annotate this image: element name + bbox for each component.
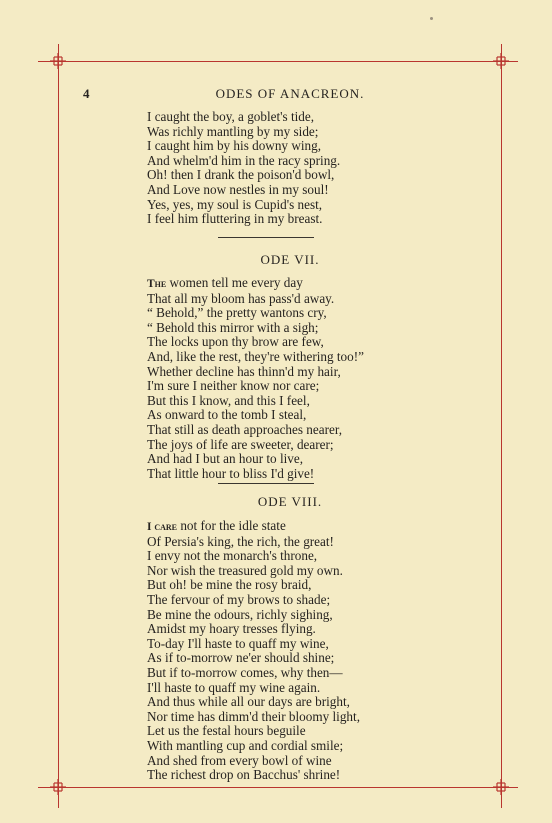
verse-line: The richest drop on Bacchus' shrine! [147,767,341,783]
border-left-rule [58,44,59,808]
initial-word: I care [147,521,178,533]
page-number: 4 [83,86,90,101]
section-divider [218,237,314,238]
verse-line-first [147,276,364,292]
verse-line: “ Behold this mirror with a sigh; [147,319,319,335]
verse-line: I feel him fluttering in my breast. [147,211,323,227]
verse-line: And, like the rest, they're withering too!” [147,348,364,364]
verse-line: I'll haste to quaff my wine again. [147,679,321,695]
verse-line: The joys of life are sweeter, dearer; [147,436,334,452]
initial-word: The [147,278,167,290]
cross-ornament-icon [493,53,509,69]
verse-line: And had I but an hour to live, [147,451,304,467]
ode-vi-ending [147,110,340,227]
verse-line: I envy not the monarch's throne, [147,548,318,564]
verse-line: And whelm'd him in the racy spring. [147,152,341,168]
ode-viii-text [147,519,360,783]
ode-vii-text [147,276,364,481]
verse-line: I caught the boy, a goblet's tide, [147,109,315,124]
running-head: ODES OF ANACREON. [215,86,365,101]
verse-line: Whether decline has thinn'd my hair, [147,363,341,379]
ode-viii-title: ODE VIII. [257,494,323,509]
verse-line: The locks upon thy brow are few, [147,334,324,350]
verse-line: As if to-morrow ne'er should shine; [147,650,335,666]
verse-line: But if to-morrow comes, why then— [147,664,343,680]
verse-line: Of Persia's king, the rich, the great! [147,533,334,549]
verse-line: As onward to the tomb I steal, [147,407,307,423]
verse-line: To-day I'll haste to quaff my wine, [147,635,329,651]
first-line-rest: women tell me every day [166,275,303,290]
border-top-rule [38,61,518,62]
verse-line: Was richly mantling by my side; [147,123,319,139]
ode-vii-title: ODE VII. [260,252,320,267]
verse-line: Yes, yes, my soul is Cupid's nest, [147,196,323,212]
verse-line: And shed from every bowl of wine [147,752,332,768]
border-bottom-rule [38,787,518,788]
verse-line: The fervour of my brows to shade; [147,591,331,607]
cross-ornament-icon [50,53,66,69]
verse-line: That little hour to bliss I'd give! [147,465,315,481]
verse-line: That all my bloom has pass'd away. [147,290,335,306]
verse-line: And Love now nestles in my soul! [147,181,329,197]
paper-speck [430,17,433,20]
verse-line: I caught him by his downy wing, [147,138,321,154]
verse-line: Let us the festal hours beguile [147,723,306,739]
verse-line: Oh! then I drank the poison'd bowl, [147,167,335,183]
verse-line: I'm sure I neither know nor care; [147,378,320,394]
verse-line: Be mine the odours, richly sighing, [147,606,333,622]
verse-line: With mantling cup and cordial smile; [147,737,344,753]
verse-line: And thus while all our days are bright, [147,694,350,710]
verse-line: But this I know, and this I feel, [147,392,310,408]
cross-ornament-icon [50,779,66,795]
verse-line-first [147,519,360,535]
verse-line: That still as death approaches nearer, [147,421,342,437]
verse-line: Amidst my hoary tresses flying. [147,621,316,637]
section-divider [218,483,314,484]
verse-line: Nor wish the treasured gold my own. [147,562,343,578]
verse-line: But oh! be mine the rosy braid, [147,577,312,593]
verse-line: “ Behold,” the pretty wantons cry, [147,305,327,321]
border-right-rule [501,44,502,808]
cross-ornament-icon [493,779,509,795]
verse-line: Nor time has dimm'd their bloomy light, [147,708,360,724]
first-line-rest: not for the idle state [177,518,286,533]
